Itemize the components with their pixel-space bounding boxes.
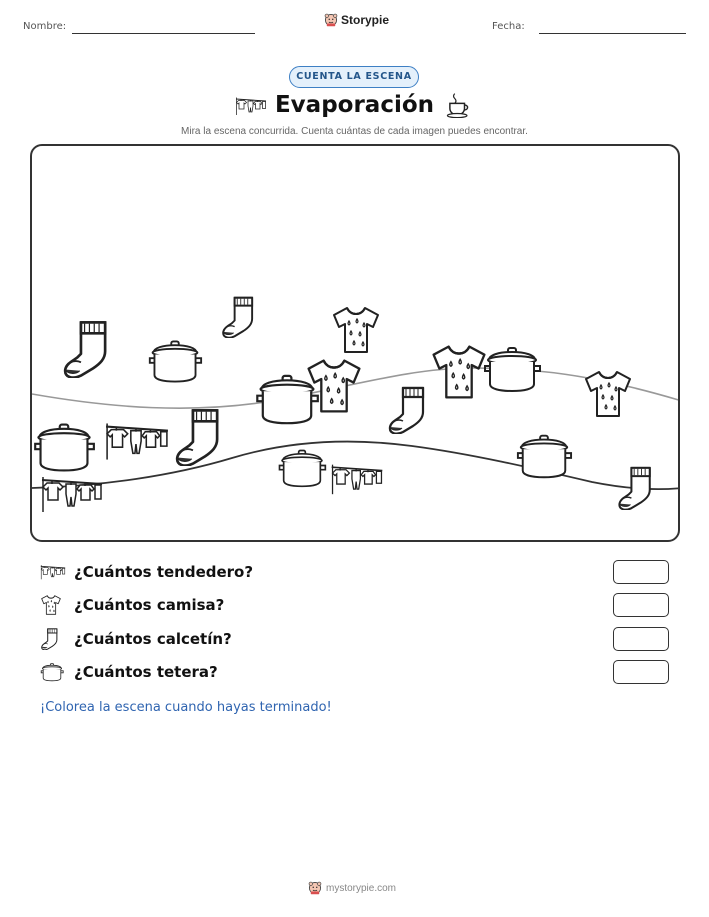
sock-icon[interactable] xyxy=(173,408,225,466)
sock-icon[interactable] xyxy=(616,466,656,510)
date-label: Fecha: xyxy=(492,21,525,32)
sock-icon[interactable] xyxy=(60,320,114,378)
question-text: ¿Cuántos calcetín? xyxy=(74,630,232,648)
teapot-icon xyxy=(40,662,64,682)
sock-icon[interactable] xyxy=(219,296,259,338)
coloring-note: ¡Colorea la escena cuando hayas terminado! xyxy=(40,700,332,715)
sock-icon xyxy=(40,628,60,650)
answer-box[interactable] xyxy=(613,627,669,651)
teapot-icon[interactable] xyxy=(254,372,320,426)
teapot-icon[interactable] xyxy=(482,344,542,394)
shirt-icon[interactable] xyxy=(581,368,635,420)
mascot-icon xyxy=(324,13,338,27)
sock-icon[interactable] xyxy=(386,386,430,434)
teapot-icon[interactable] xyxy=(515,432,573,480)
clothesline-icon[interactable] xyxy=(104,420,170,462)
question-row xyxy=(40,660,670,686)
question-row xyxy=(40,560,670,586)
instructions: Mira la escena concurrida. Cuenta cuántas de cada imagen puedes encontrar. xyxy=(181,126,528,137)
activity-badge: CUENTA LA ESCENA xyxy=(289,66,419,88)
answer-box[interactable] xyxy=(613,660,669,684)
teapot-icon[interactable] xyxy=(32,420,96,474)
clothesline-icon[interactable] xyxy=(330,462,384,496)
teapot-icon[interactable] xyxy=(277,446,327,490)
question-text: ¿Cuántos tendedero? xyxy=(74,563,254,581)
date-field[interactable] xyxy=(539,33,686,34)
teacup-icon xyxy=(445,92,471,118)
clothesline-icon[interactable] xyxy=(40,474,104,514)
page-title: Evaporación xyxy=(274,92,435,118)
brand-name: Storypie xyxy=(341,13,390,27)
teapot-icon[interactable] xyxy=(147,338,203,384)
brand-logo xyxy=(324,13,389,27)
question-row xyxy=(40,627,670,653)
scene-panel[interactable] xyxy=(30,144,680,542)
question-text: ¿Cuántos tetera? xyxy=(74,663,218,681)
shirt-icon[interactable] xyxy=(328,304,384,356)
clothesline-icon xyxy=(40,563,66,581)
shirt-icon xyxy=(40,594,62,616)
site-url[interactable]: mystorypie.com xyxy=(326,882,397,894)
answer-box[interactable] xyxy=(613,593,669,617)
name-field[interactable] xyxy=(72,33,255,34)
shirt-icon[interactable] xyxy=(428,342,490,402)
question-row xyxy=(40,593,670,619)
mascot-icon xyxy=(308,881,322,895)
site-footer xyxy=(308,881,396,895)
name-label: Nombre: xyxy=(23,21,67,32)
question-text: ¿Cuántos camisa? xyxy=(74,596,225,614)
answer-box[interactable] xyxy=(613,560,669,584)
